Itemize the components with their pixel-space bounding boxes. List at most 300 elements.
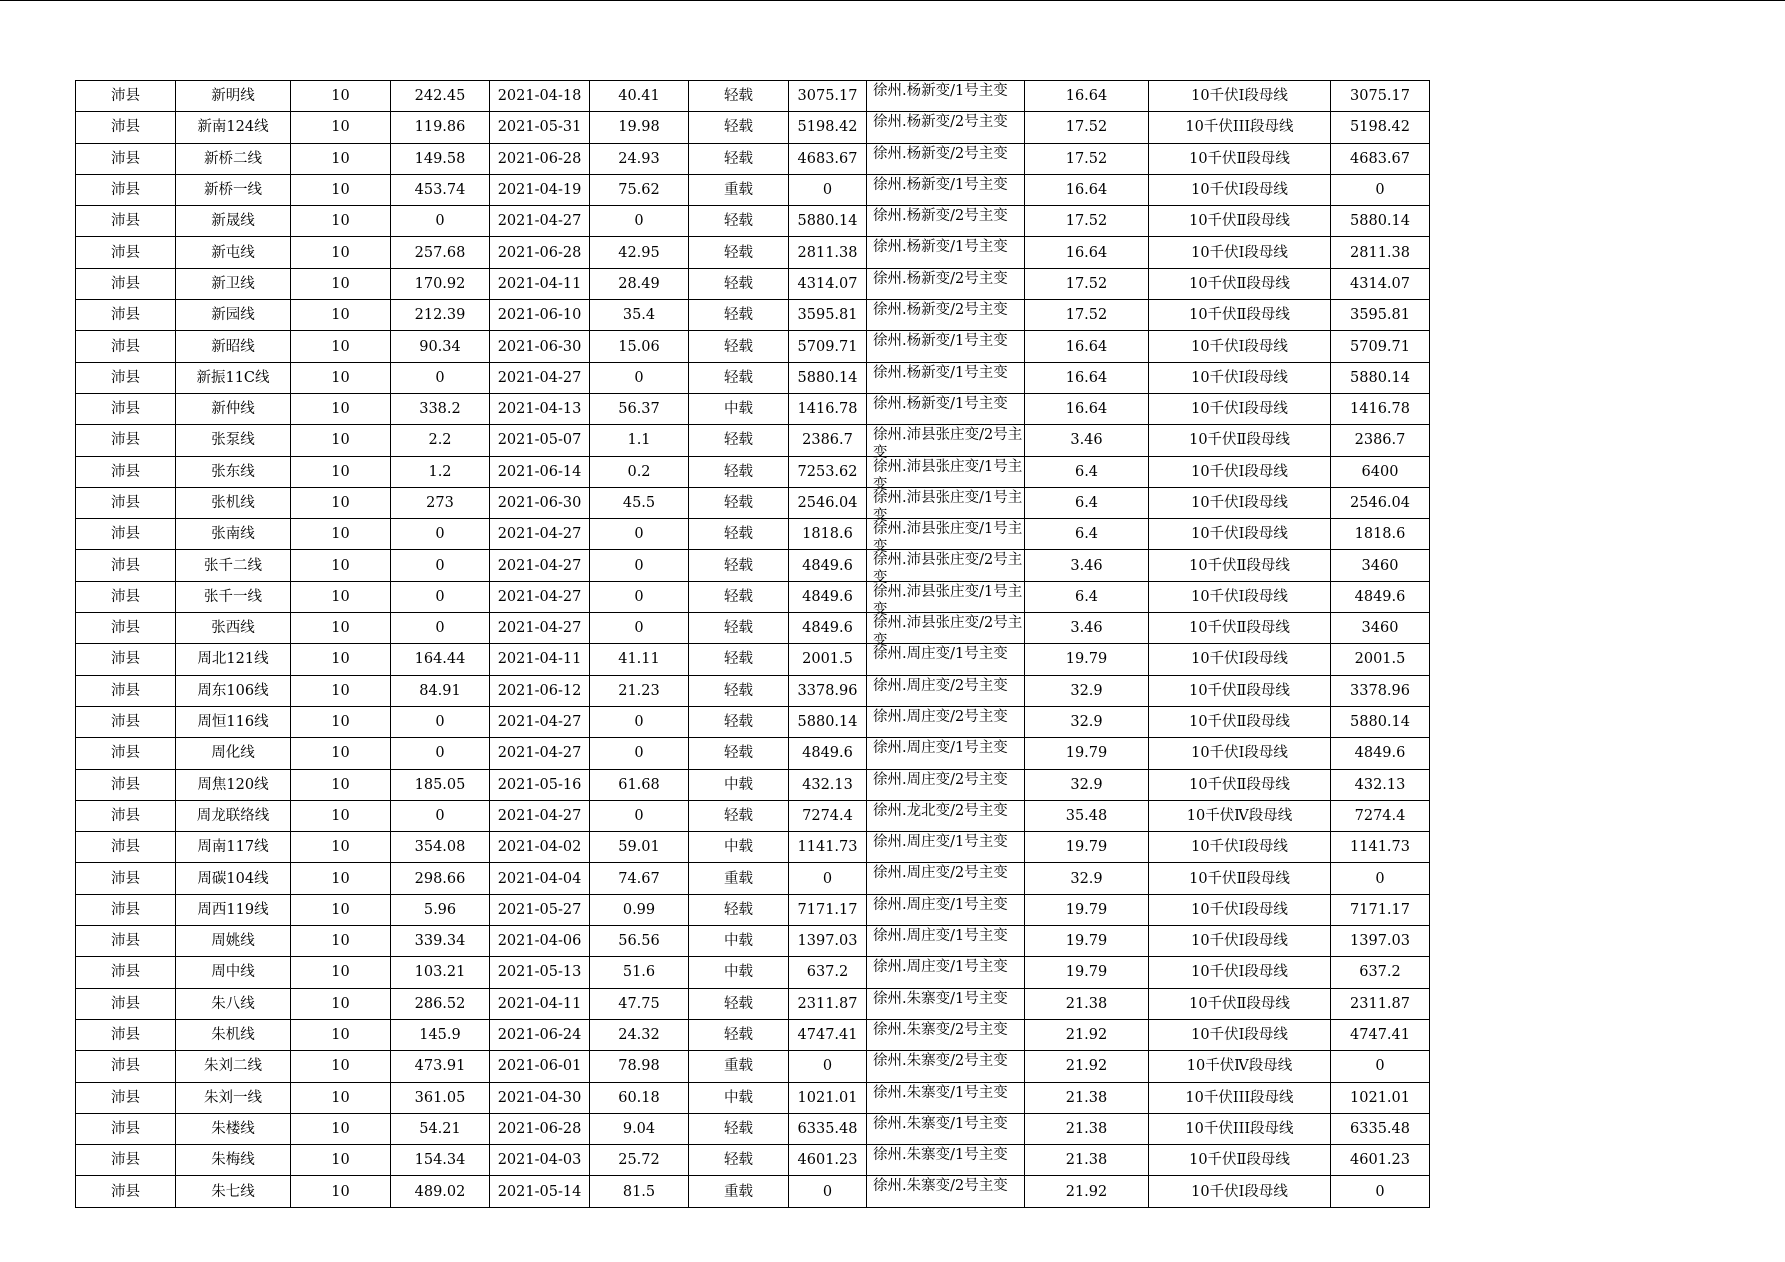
- voltage-cell: 10: [291, 1082, 391, 1113]
- transformer-load-rate-cell: 16.64: [1025, 174, 1149, 205]
- load-cell: 354.08: [391, 832, 490, 863]
- substation-transformer-text: 徐州.朱寨变/1号主变: [873, 1084, 1008, 1101]
- busbar-cell: 10千伏Ⅱ段母线: [1149, 988, 1331, 1019]
- table-row: [76, 174, 1430, 205]
- open-capacity-cell: 5709.71: [1331, 331, 1430, 362]
- load-cell: 0: [391, 550, 490, 581]
- line-name-cell: 朱梅线: [176, 1145, 291, 1176]
- transformer-load-rate-cell: 17.52: [1025, 143, 1149, 174]
- voltage-cell: 10: [291, 487, 391, 518]
- county-cell: 沛县: [76, 863, 176, 894]
- date-cell: 2021-05-14: [490, 1176, 590, 1207]
- busbar-cell: 10千伏III段母线: [1149, 1113, 1331, 1144]
- county-cell: 沛县: [76, 487, 176, 518]
- substation-transformer-text: 徐州.周庄变/1号主变: [873, 834, 1008, 851]
- load-cell: 5.96: [391, 894, 490, 925]
- date-cell: 2021-04-27: [490, 800, 590, 831]
- load-rate-cell: 25.72: [590, 1145, 689, 1176]
- voltage-cell: 10: [291, 957, 391, 988]
- substation-transformer-text: 徐州.朱寨变/1号主变: [873, 1147, 1008, 1164]
- line-name-cell: 张南线: [176, 519, 291, 550]
- transformer-load-rate-cell: 32.9: [1025, 675, 1149, 706]
- available-capacity-cell: 4601.23: [789, 1145, 867, 1176]
- substation-transformer-cell: [867, 1113, 1025, 1144]
- busbar-cell: 10千伏Ⅳ段母线: [1149, 1051, 1331, 1082]
- transformer-load-rate-cell: 19.79: [1025, 644, 1149, 675]
- load-status-cell: 轻载: [689, 487, 789, 518]
- voltage-cell: 10: [291, 926, 391, 957]
- voltage-cell: 10: [291, 268, 391, 299]
- available-capacity-cell: 3378.96: [789, 675, 867, 706]
- load-status-cell: 轻载: [689, 456, 789, 487]
- open-capacity-cell: 1141.73: [1331, 832, 1430, 863]
- substation-transformer-cell: [867, 425, 1025, 462]
- line-name-cell: 新明线: [176, 81, 291, 112]
- load-rate-cell: 21.23: [590, 675, 689, 706]
- load-rate-cell: 45.5: [590, 487, 689, 518]
- table-row: [76, 112, 1430, 143]
- transformer-load-rate-cell: 19.79: [1025, 738, 1149, 769]
- date-cell: 2021-04-27: [490, 706, 590, 737]
- date-cell: 2021-04-11: [490, 988, 590, 1019]
- date-cell: 2021-06-14: [490, 456, 590, 487]
- load-cell: 0: [391, 800, 490, 831]
- substation-transformer-text: 徐州.朱寨变/2号主变: [873, 1053, 1008, 1070]
- load-rate-cell: 35.4: [590, 300, 689, 331]
- line-name-cell: 新晟线: [176, 206, 291, 237]
- transformer-load-rate-cell: 6.4: [1025, 581, 1149, 612]
- date-cell: 2021-06-28: [490, 143, 590, 174]
- voltage-cell: 10: [291, 832, 391, 863]
- date-cell: 2021-04-27: [490, 613, 590, 644]
- line-name-cell: 周焦120线: [176, 769, 291, 800]
- line-name-cell: 周南117线: [176, 832, 291, 863]
- line-name-cell: 张西线: [176, 613, 291, 644]
- load-status-cell: 中载: [689, 769, 789, 800]
- table-row: [76, 268, 1430, 299]
- load-cell: 2.2: [391, 425, 490, 456]
- load-rate-cell: 0: [590, 613, 689, 644]
- substation-transformer-cell: [867, 393, 1025, 424]
- substation-transformer-cell: [867, 613, 1025, 650]
- date-cell: 2021-06-24: [490, 1019, 590, 1050]
- transformer-load-rate-cell: 16.64: [1025, 81, 1149, 112]
- line-name-cell: 周西119线: [176, 894, 291, 925]
- date-cell: 2021-06-28: [490, 1113, 590, 1144]
- load-cell: 164.44: [391, 644, 490, 675]
- busbar-cell: 10千伏Ⅰ段母线: [1149, 81, 1331, 112]
- substation-transformer-cell: [867, 1082, 1025, 1113]
- table-body: [76, 81, 1430, 1208]
- substation-transformer-text: 徐州.周庄变/1号主变: [873, 646, 1008, 663]
- table-row: [76, 613, 1430, 644]
- load-rate-cell: 0: [590, 738, 689, 769]
- substation-transformer-cell: [867, 1051, 1025, 1082]
- load-rate-cell: 9.04: [590, 1113, 689, 1144]
- table-row: [76, 832, 1430, 863]
- available-capacity-cell: 4683.67: [789, 143, 867, 174]
- substation-transformer-text: 徐州.沛县张庄变/2号主变: [873, 552, 1023, 587]
- county-cell: 沛县: [76, 581, 176, 612]
- substation-transformer-text: 徐州.朱寨变/1号主变: [873, 1115, 1008, 1132]
- substation-transformer-cell: [867, 112, 1025, 143]
- date-cell: 2021-05-27: [490, 894, 590, 925]
- table-row: [76, 1051, 1430, 1082]
- busbar-cell: 10千伏Ⅰ段母线: [1149, 1019, 1331, 1050]
- table-row: [76, 738, 1430, 769]
- load-rate-cell: 0: [590, 519, 689, 550]
- substation-transformer-text: 徐州.朱寨变/2号主变: [873, 1178, 1008, 1195]
- voltage-cell: 10: [291, 206, 391, 237]
- substation-transformer-text: 徐州.周庄变/2号主变: [873, 708, 1008, 725]
- load-cell: 0: [391, 519, 490, 550]
- open-capacity-cell: 7171.17: [1331, 894, 1430, 925]
- available-capacity-cell: 5880.14: [789, 206, 867, 237]
- line-name-cell: 新昭线: [176, 331, 291, 362]
- date-cell: 2021-04-04: [490, 863, 590, 894]
- load-rate-cell: 0.2: [590, 456, 689, 487]
- open-capacity-cell: 1397.03: [1331, 926, 1430, 957]
- open-capacity-cell: 3595.81: [1331, 300, 1430, 331]
- table-row: [76, 519, 1430, 550]
- busbar-cell: 10千伏Ⅰ段母线: [1149, 738, 1331, 769]
- transformer-load-rate-cell: 35.48: [1025, 800, 1149, 831]
- substation-transformer-text: 徐州.周庄变/2号主变: [873, 771, 1008, 788]
- voltage-cell: 10: [291, 581, 391, 612]
- line-name-cell: 周化线: [176, 738, 291, 769]
- available-capacity-cell: 1141.73: [789, 832, 867, 863]
- substation-transformer-text: 徐州.沛县张庄变/1号主变: [873, 489, 1023, 524]
- load-cell: 145.9: [391, 1019, 490, 1050]
- substation-transformer-text: 徐州.周庄变/2号主变: [873, 677, 1008, 694]
- county-cell: 沛县: [76, 425, 176, 456]
- county-cell: 沛县: [76, 393, 176, 424]
- voltage-cell: 10: [291, 1051, 391, 1082]
- line-name-cell: 朱七线: [176, 1176, 291, 1207]
- table-row: [76, 957, 1430, 988]
- load-status-cell: 中载: [689, 1082, 789, 1113]
- line-name-cell: 张东线: [176, 456, 291, 487]
- available-capacity-cell: 7253.62: [789, 456, 867, 487]
- line-name-cell: 新园线: [176, 300, 291, 331]
- load-status-cell: 轻载: [689, 1113, 789, 1144]
- busbar-cell: 10千伏Ⅰ段母线: [1149, 362, 1331, 393]
- county-cell: 沛县: [76, 456, 176, 487]
- date-cell: 2021-04-03: [490, 1145, 590, 1176]
- substation-transformer-text: 徐州.周庄变/1号主变: [873, 928, 1008, 945]
- date-cell: 2021-04-27: [490, 738, 590, 769]
- transformer-load-rate-cell: 17.52: [1025, 268, 1149, 299]
- county-cell: 沛县: [76, 519, 176, 550]
- load-cell: 286.52: [391, 988, 490, 1019]
- load-cell: 90.34: [391, 331, 490, 362]
- open-capacity-cell: 2386.7: [1331, 425, 1430, 456]
- load-status-cell: 轻载: [689, 206, 789, 237]
- available-capacity-cell: 6335.48: [789, 1113, 867, 1144]
- available-capacity-cell: 0: [789, 1176, 867, 1207]
- load-rate-cell: 0: [590, 581, 689, 612]
- voltage-cell: 10: [291, 1176, 391, 1207]
- load-cell: 103.21: [391, 957, 490, 988]
- load-rate-cell: 81.5: [590, 1176, 689, 1207]
- load-cell: 0: [391, 206, 490, 237]
- load-rate-cell: 78.98: [590, 1051, 689, 1082]
- substation-transformer-cell: [867, 1145, 1025, 1176]
- substation-transformer-cell: [867, 206, 1025, 237]
- open-capacity-cell: 5880.14: [1331, 362, 1430, 393]
- open-capacity-cell: 6400: [1331, 456, 1430, 487]
- open-capacity-cell: 3460: [1331, 550, 1430, 581]
- county-cell: 沛县: [76, 331, 176, 362]
- load-status-cell: 轻载: [689, 362, 789, 393]
- busbar-cell: 10千伏Ⅱ段母线: [1149, 143, 1331, 174]
- table-row: [76, 926, 1430, 957]
- line-name-cell: 周北121线: [176, 644, 291, 675]
- voltage-cell: 10: [291, 143, 391, 174]
- substation-transformer-cell: [867, 550, 1025, 587]
- open-capacity-cell: 3378.96: [1331, 675, 1430, 706]
- transformer-load-rate-cell: 21.92: [1025, 1019, 1149, 1050]
- county-cell: 沛县: [76, 644, 176, 675]
- substation-transformer-cell: [867, 268, 1025, 299]
- county-cell: 沛县: [76, 550, 176, 581]
- transformer-load-rate-cell: 17.52: [1025, 206, 1149, 237]
- available-capacity-cell: 2546.04: [789, 487, 867, 518]
- table-row: [76, 988, 1430, 1019]
- load-status-cell: 轻载: [689, 550, 789, 581]
- county-cell: 沛县: [76, 112, 176, 143]
- date-cell: 2021-06-10: [490, 300, 590, 331]
- substation-transformer-text: 徐州.沛县张庄变/1号主变: [873, 521, 1023, 556]
- transformer-load-rate-cell: 16.64: [1025, 393, 1149, 424]
- substation-transformer-text: 徐州.杨新变/2号主变: [873, 145, 1008, 162]
- busbar-cell: 10千伏Ⅰ段母线: [1149, 174, 1331, 205]
- load-rate-cell: 59.01: [590, 832, 689, 863]
- load-status-cell: 轻载: [689, 519, 789, 550]
- busbar-cell: 10千伏Ⅱ段母线: [1149, 206, 1331, 237]
- substation-transformer-text: 徐州.杨新变/1号主变: [873, 239, 1008, 256]
- table-row: [76, 456, 1430, 487]
- busbar-cell: 10千伏Ⅱ段母线: [1149, 863, 1331, 894]
- county-cell: 沛县: [76, 1113, 176, 1144]
- load-cell: 0: [391, 706, 490, 737]
- county-cell: 沛县: [76, 706, 176, 737]
- substation-transformer-text: 徐州.沛县张庄变/2号主变: [873, 427, 1023, 462]
- county-cell: 沛县: [76, 1176, 176, 1207]
- substation-transformer-cell: [867, 644, 1025, 675]
- substation-transformer-cell: [867, 800, 1025, 831]
- load-status-cell: 轻载: [689, 706, 789, 737]
- substation-transformer-cell: [867, 362, 1025, 393]
- substation-transformer-text: 徐州.杨新变/1号主变: [873, 333, 1008, 350]
- load-status-cell: 轻载: [689, 894, 789, 925]
- load-status-cell: 轻载: [689, 112, 789, 143]
- table-row: [76, 550, 1430, 581]
- transformer-load-rate-cell: 32.9: [1025, 769, 1149, 800]
- county-cell: 沛县: [76, 988, 176, 1019]
- voltage-cell: 10: [291, 769, 391, 800]
- available-capacity-cell: 7171.17: [789, 894, 867, 925]
- load-cell: 339.34: [391, 926, 490, 957]
- table-row: [76, 425, 1430, 456]
- county-cell: 沛县: [76, 613, 176, 644]
- load-cell: 0: [391, 581, 490, 612]
- load-status-cell: 轻载: [689, 800, 789, 831]
- load-rate-cell: 0: [590, 362, 689, 393]
- county-cell: 沛县: [76, 800, 176, 831]
- voltage-cell: 10: [291, 1145, 391, 1176]
- load-rate-cell: 40.41: [590, 81, 689, 112]
- transformer-load-rate-cell: 16.64: [1025, 331, 1149, 362]
- voltage-cell: 10: [291, 1019, 391, 1050]
- substation-transformer-text: 徐州.朱寨变/2号主变: [873, 1021, 1008, 1038]
- available-capacity-cell: 2001.5: [789, 644, 867, 675]
- feeder-load-table: [75, 80, 1430, 1208]
- load-status-cell: 中载: [689, 957, 789, 988]
- load-status-cell: 中载: [689, 926, 789, 957]
- load-rate-cell: 75.62: [590, 174, 689, 205]
- available-capacity-cell: 0: [789, 174, 867, 205]
- date-cell: 2021-04-11: [490, 268, 590, 299]
- line-name-cell: 新南124线: [176, 112, 291, 143]
- table-row: [76, 706, 1430, 737]
- substation-transformer-cell: [867, 237, 1025, 268]
- substation-transformer-cell: [867, 581, 1025, 618]
- table-row: [76, 487, 1430, 518]
- transformer-load-rate-cell: 32.9: [1025, 706, 1149, 737]
- line-name-cell: 张千一线: [176, 581, 291, 612]
- voltage-cell: 10: [291, 644, 391, 675]
- table-row: [76, 362, 1430, 393]
- transformer-load-rate-cell: 3.46: [1025, 425, 1149, 456]
- busbar-cell: 10千伏Ⅱ段母线: [1149, 613, 1331, 644]
- busbar-cell: 10千伏Ⅱ段母线: [1149, 1145, 1331, 1176]
- load-status-cell: 轻载: [689, 738, 789, 769]
- load-cell: 273: [391, 487, 490, 518]
- line-name-cell: 朱刘一线: [176, 1082, 291, 1113]
- transformer-load-rate-cell: 21.38: [1025, 1082, 1149, 1113]
- load-cell: 0: [391, 613, 490, 644]
- date-cell: 2021-04-13: [490, 393, 590, 424]
- load-cell: 473.91: [391, 1051, 490, 1082]
- voltage-cell: 10: [291, 863, 391, 894]
- substation-transformer-cell: [867, 988, 1025, 1019]
- busbar-cell: 10千伏Ⅱ段母线: [1149, 550, 1331, 581]
- available-capacity-cell: 1818.6: [789, 519, 867, 550]
- busbar-cell: 10千伏Ⅳ段母线: [1149, 800, 1331, 831]
- county-cell: 沛县: [76, 926, 176, 957]
- load-status-cell: 轻载: [689, 613, 789, 644]
- date-cell: 2021-06-01: [490, 1051, 590, 1082]
- load-status-cell: 重载: [689, 863, 789, 894]
- busbar-cell: 10千伏Ⅰ段母线: [1149, 331, 1331, 362]
- voltage-cell: 10: [291, 988, 391, 1019]
- transformer-load-rate-cell: 32.9: [1025, 863, 1149, 894]
- line-name-cell: 周恒116线: [176, 706, 291, 737]
- open-capacity-cell: 4314.07: [1331, 268, 1430, 299]
- transformer-load-rate-cell: 6.4: [1025, 487, 1149, 518]
- substation-transformer-text: 徐州.杨新变/1号主变: [873, 176, 1008, 193]
- substation-transformer-text: 徐州.周庄变/1号主变: [873, 740, 1008, 757]
- substation-transformer-cell: [867, 738, 1025, 769]
- available-capacity-cell: 1397.03: [789, 926, 867, 957]
- load-rate-cell: 47.75: [590, 988, 689, 1019]
- load-rate-cell: 24.32: [590, 1019, 689, 1050]
- date-cell: 2021-06-30: [490, 331, 590, 362]
- county-cell: 沛县: [76, 1145, 176, 1176]
- line-name-cell: 新卫线: [176, 268, 291, 299]
- open-capacity-cell: 0: [1331, 1176, 1430, 1207]
- substation-transformer-cell: [867, 957, 1025, 988]
- voltage-cell: 10: [291, 613, 391, 644]
- line-name-cell: 新振11C线: [176, 362, 291, 393]
- busbar-cell: 10千伏Ⅰ段母线: [1149, 581, 1331, 612]
- load-rate-cell: 51.6: [590, 957, 689, 988]
- transformer-load-rate-cell: 21.92: [1025, 1176, 1149, 1207]
- busbar-cell: 10千伏Ⅰ段母线: [1149, 926, 1331, 957]
- substation-transformer-text: 徐州.周庄变/2号主变: [873, 865, 1008, 882]
- load-rate-cell: 19.98: [590, 112, 689, 143]
- load-cell: 185.05: [391, 769, 490, 800]
- available-capacity-cell: 5880.14: [789, 362, 867, 393]
- voltage-cell: 10: [291, 706, 391, 737]
- load-cell: 54.21: [391, 1113, 490, 1144]
- page-top-rule: [0, 0, 1785, 1]
- busbar-cell: 10千伏Ⅰ段母线: [1149, 487, 1331, 518]
- table-row: [76, 1082, 1430, 1113]
- available-capacity-cell: 4849.6: [789, 581, 867, 612]
- load-status-cell: 轻载: [689, 425, 789, 456]
- load-status-cell: 轻载: [689, 1019, 789, 1050]
- date-cell: 2021-04-27: [490, 519, 590, 550]
- load-cell: 212.39: [391, 300, 490, 331]
- line-name-cell: 周姚线: [176, 926, 291, 957]
- substation-transformer-text: 徐州.沛县张庄变/2号主变: [873, 615, 1023, 650]
- county-cell: 沛县: [76, 143, 176, 174]
- table-row: [76, 894, 1430, 925]
- open-capacity-cell: 0: [1331, 863, 1430, 894]
- busbar-cell: 10千伏Ⅱ段母线: [1149, 769, 1331, 800]
- substation-transformer-cell: [867, 519, 1025, 556]
- county-cell: 沛县: [76, 894, 176, 925]
- open-capacity-cell: 4683.67: [1331, 143, 1430, 174]
- available-capacity-cell: 2386.7: [789, 425, 867, 456]
- county-cell: 沛县: [76, 206, 176, 237]
- load-rate-cell: 24.93: [590, 143, 689, 174]
- available-capacity-cell: 4747.41: [789, 1019, 867, 1050]
- open-capacity-cell: 1021.01: [1331, 1082, 1430, 1113]
- voltage-cell: 10: [291, 456, 391, 487]
- load-status-cell: 轻载: [689, 331, 789, 362]
- line-name-cell: 新桥二线: [176, 143, 291, 174]
- line-name-cell: 朱机线: [176, 1019, 291, 1050]
- voltage-cell: 10: [291, 112, 391, 143]
- open-capacity-cell: 3075.17: [1331, 81, 1430, 112]
- date-cell: 2021-04-27: [490, 550, 590, 581]
- transformer-load-rate-cell: 17.52: [1025, 300, 1149, 331]
- substation-transformer-text: 徐州.杨新变/2号主变: [873, 114, 1008, 131]
- open-capacity-cell: 0: [1331, 1051, 1430, 1082]
- load-rate-cell: 0: [590, 206, 689, 237]
- busbar-cell: 10千伏III段母线: [1149, 1082, 1331, 1113]
- table-row: [76, 644, 1430, 675]
- voltage-cell: 10: [291, 362, 391, 393]
- county-cell: 沛县: [76, 300, 176, 331]
- date-cell: 2021-05-31: [490, 112, 590, 143]
- open-capacity-cell: 4601.23: [1331, 1145, 1430, 1176]
- voltage-cell: 10: [291, 800, 391, 831]
- load-rate-cell: 0: [590, 706, 689, 737]
